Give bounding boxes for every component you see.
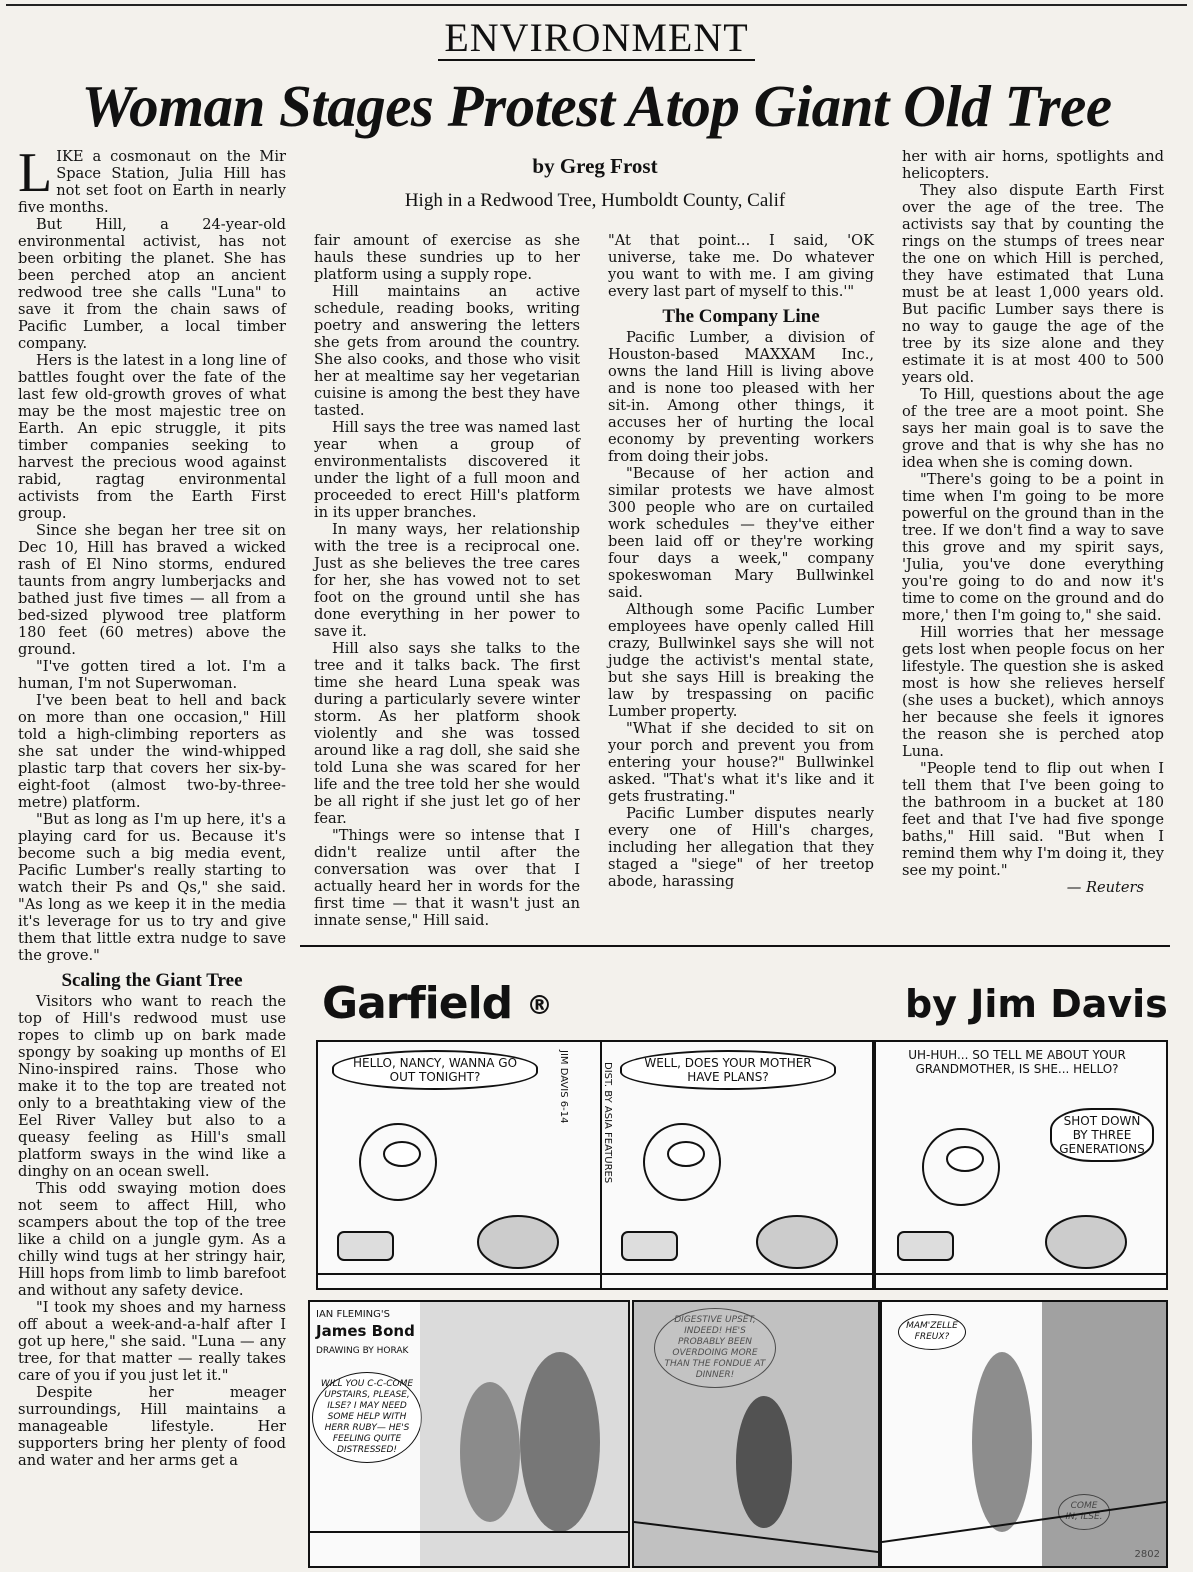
paragraph: "People tend to flip out when I tell them that I've been going to the bathroom in a bucket at 180 feet and that I've had five sponge baths," Hill said. "But when I remind them why I'm doing it, they see my point." bbox=[902, 760, 1164, 879]
paragraph: Visitors who want to reach the top of Hill's redwood must use ropes to climb up on bark made spongy by soaking up months of El Nino-inspired rains. Those who make it to the top are treated not only to a breathtaking view of the Eel River Valley but also to a queasy feeling as Hill's small platform sways in the wind like a dinghy on an ocean swell. bbox=[18, 993, 286, 1180]
woman-figure bbox=[460, 1382, 520, 1522]
bond-drawing bbox=[634, 1302, 878, 1566]
paragraph: I've been beat to hell and back on more than one occasion," Hill told a high-climbing reporters as she sat under the wind-whipped plastic tarp that covers her six-by-eight-foot (almost two-by-three-metre) platform. bbox=[18, 692, 286, 811]
bond-panel-3 bbox=[880, 1300, 1168, 1568]
paragraph: "What if she decided to sit on your porch and prevent you from entering your house?" Bullwinkel asked. "That's what it's like and it gets frustrating." bbox=[608, 720, 874, 805]
column-4 bbox=[902, 148, 1164, 896]
subhead-scaling: Scaling the Giant Tree bbox=[61, 970, 243, 991]
paragraph: "At that point... I said, 'OK universe, take me. Do whatever you want to with me. I am giving every last part of myself to this.'" bbox=[608, 232, 874, 300]
paragraph: They also dispute Earth First over the age of the tree. The activists say that by counting the rings on the stumps of trees near the one on which Hill is perched, they have estimated that Luna must be at least 1,000 years old. But pacific Lumber says there is no way to gauge the age of the tree by its size alone and they estimate it is at most 400 to 500 years old. bbox=[902, 182, 1164, 386]
subhead-company-line: The Company Line bbox=[662, 306, 820, 327]
door bbox=[1042, 1302, 1166, 1566]
dateline: High in a Redwood Tree, Humboldt County, Calif bbox=[404, 190, 786, 211]
paragraph: Pacific Lumber disputes nearly every one of Hill's charges, including her allegation that they staged a "siege" of her treetop abode, harassing bbox=[608, 805, 874, 890]
jon-eyes bbox=[947, 1147, 983, 1171]
bond-panel-1 bbox=[308, 1300, 630, 1568]
paragraph: Hill maintains an active schedule, reading books, writing poetry and answering the letters she gets from around the country. She also cooks, and those who visit her at mealtime say her vegetarian cuisine is among the best they have tasted. bbox=[314, 283, 580, 419]
speech-text: UH-HUH... SO TELL ME ABOUT YOUR GRANDMOTHER, IS SHE... HELLO? bbox=[908, 1048, 1126, 1076]
paragraph: Hill worries that her message gets lost when people focus on her lifestyle. The question she is asked most is how she relieves herself (she uses a bucket), which annoys her because she feels it ignores the reason she is perched atop Luna. bbox=[902, 624, 1164, 760]
bond-panel-2 bbox=[632, 1300, 880, 1568]
paragraph: fair amount of exercise as she hauls these sundries up to her platform using a supply rope. bbox=[314, 232, 580, 283]
paragraph: Pacific Lumber, a division of Houston-based MAXXAM Inc., owns the land Hill is living above and is none too pleased with her sit-in. Among other things, it accuses her of hurting the local economy by preventing workers from doing their jobs. bbox=[608, 329, 874, 465]
paragraph: To Hill, questions about the age of the tree are a moot point. She says her main goal is to save the grove and that is why she has no idea when she is coming down. bbox=[902, 386, 1164, 471]
paragraph: Since she began her tree sit on Dec 10, Hill has braved a wicked rash of El Nino storms, endured taunts from angry lumberjacks and bathed just five times — all from a bed-sized plywood tree platform 180 feet (60 metres) above the ground. bbox=[18, 522, 286, 658]
phone bbox=[898, 1232, 953, 1260]
garfield-title-text: Garfield bbox=[322, 978, 513, 1029]
speech-balloon: WELL, DOES YOUR MOTHER HAVE PLANS? bbox=[620, 1050, 836, 1090]
garfield-drawing bbox=[602, 1042, 872, 1288]
paragraph: "There's going to be a point in time when I'm going to be more powerful on the ground than in the tree. If we don't find a way to save this grove and my spirit says, 'Julia, you've done everything you're going to do and now it's time to come on the ground and do more,' then I'm going to," she said. bbox=[902, 471, 1164, 624]
paragraph: "I've gotten tired a lot. I'm a human, I'm not Superwoman. bbox=[18, 658, 286, 692]
paragraph: her with air horns, spotlights and helicopters. bbox=[902, 148, 1164, 182]
jon-eyes bbox=[384, 1142, 420, 1166]
bond-drawing bbox=[310, 1302, 628, 1566]
garfield-drawing bbox=[876, 1042, 1166, 1288]
paragraph: Despite her meager surroundings, Hill maintains a manageable lifestyle. Her supporters bring her plenty of food and water and her arms get a bbox=[18, 1384, 286, 1469]
top-rule bbox=[6, 4, 1187, 6]
column-3 bbox=[608, 232, 874, 890]
thought-balloon: SHOT DOWN BY THREE GENERATIONS bbox=[1050, 1108, 1154, 1162]
garfield-panel-3 bbox=[874, 1040, 1168, 1290]
jon-eyes bbox=[668, 1142, 704, 1166]
column-1 bbox=[18, 142, 286, 1469]
speech-balloon: WILL YOU C-C-COME UPSTAIRS, PLEASE, ILSE? I MAY NEED SOME HELP WITH HERR RUBY— HE'S FEELING QUITE DISTRESSED! bbox=[312, 1372, 422, 1463]
woman-figure bbox=[972, 1352, 1032, 1532]
section-label: ENVIRONMENT bbox=[438, 17, 754, 61]
garfield-cat bbox=[1046, 1216, 1126, 1268]
garfield-panel-2 bbox=[600, 1040, 874, 1290]
paragraph: Hill says the tree was named last year when a group of environmentalists discovered it under the light of a full moon and proceeded to erect Hill's platform in its upper branches. bbox=[314, 419, 580, 521]
garfield-cat bbox=[478, 1216, 558, 1268]
lead-paragraph bbox=[18, 142, 286, 216]
column-2 bbox=[314, 232, 580, 929]
garfield-drawing bbox=[318, 1042, 600, 1288]
paragraph: "I took my shoes and my harness off about a week-and-a-half after I got up here," she said. "Luna — any tree, for that matter — really takes care of you if you just let it." bbox=[18, 1299, 286, 1384]
wire-credit: — Reuters bbox=[1066, 879, 1144, 896]
lead-text: IKE a cosmonaut on the Mir Space Station, Julia Hill has not set foot on Earth in nearly five months. bbox=[18, 148, 286, 216]
paragraph: But Hill, a 24-year-old environmental activist, has not been orbiting the planet. She has been perched atop an ancient redwood tree she calls "Luna" to save it from the chain saws of Pacific Lumber, a local timber company. bbox=[18, 216, 286, 352]
paragraph: In many ways, her relationship with the tree is a reciprocal one. Just as she believes the tree cares for her, she has vowed not to set foot on the ground until she has done everything in her power to save it. bbox=[314, 521, 580, 640]
bond-caption-credit: DRAWING BY HORAK bbox=[316, 1346, 409, 1356]
bond-caption-1: IAN FLEMING'S bbox=[316, 1309, 390, 1320]
byline: by Greg Frost bbox=[532, 154, 658, 178]
garfield-byline: by Jim Davis bbox=[905, 982, 1168, 1026]
paragraph: This odd swaying motion does not seem to affect Hill, who scampers about the top of the tree like a child on a jungle gym. As a chilly wind tugs at her stringy hair, Hill hops from limb to limb barefoot and without any safety device. bbox=[18, 1180, 286, 1299]
speech-balloon: HELLO, NANCY, WANNA GO OUT TONIGHT? bbox=[332, 1050, 538, 1090]
paragraph: Hill also says she talks to the tree and it talks back. The first time she heard Luna speak was during a particularly severe winter storm. As her platform shook violently and she was tossed around like a rag doll, she said she told Luna she was scared for her life and the tree told her she would be all right if she just let go of her fear. bbox=[314, 640, 580, 827]
paragraph: "Because of her action and similar protests we have almost 300 people who are on curtailed work schedules — they've either been laid off or they're working four days a week," company spokeswoman Mary Bullwinkel said. bbox=[608, 465, 874, 601]
bond-drawing bbox=[882, 1302, 1166, 1566]
paragraph: Although some Pacific Lumber employees have openly called Hill crazy, Bullwinkel says she will not judge the activist's mental state, but she says Hill is breaking the law by trespassing on pacific Lumber property. bbox=[608, 601, 874, 720]
garfield-cat bbox=[757, 1216, 837, 1268]
speech-balloon: MAM'ZELLE FREUX? bbox=[898, 1314, 966, 1350]
artist-signature: JIM DAVIS 6-14 bbox=[558, 1050, 569, 1124]
garfield-title bbox=[322, 978, 551, 1029]
headline: Woman Stages Protest Atop Giant Old Tree bbox=[81, 73, 1112, 139]
section-kicker bbox=[0, 14, 1193, 61]
paragraph: Hers is the latest in a long line of battles fought over the fate of the last few old-growth groves of what may be the most majestic tree on Earth. An epic struggle, it pits timber companies seeking to harvest the precious wood against rabid, ragtag environmental activists from the Earth First group. bbox=[18, 352, 286, 522]
phone bbox=[622, 1232, 677, 1260]
garfield-panel-1 bbox=[316, 1040, 602, 1290]
man-figure bbox=[520, 1352, 600, 1532]
paragraph: "Things were so intense that I didn't realize until after the conversation was over that I actually heard her in words for the first time — that it wasn't just an innate sense," Hill said. bbox=[314, 827, 580, 929]
phone bbox=[338, 1232, 393, 1260]
registered-mark: ® bbox=[526, 991, 552, 1021]
bond-caption-title: James Bond bbox=[316, 1322, 415, 1340]
paragraph: "But as long as I'm up here, it's a playing card for us. Because it's become such a big media event, Pacific Lumber's really starting to watch their Ps and Qs," she said. "As long as we keep it in the media it's leverage for us to try and give them that little extra nudge to save the grove." bbox=[18, 811, 286, 964]
drop-cap: L bbox=[18, 142, 53, 204]
woman-figure bbox=[736, 1396, 792, 1528]
distributor-credit: DIST. BY ASIA FEATURES bbox=[602, 1062, 613, 1184]
